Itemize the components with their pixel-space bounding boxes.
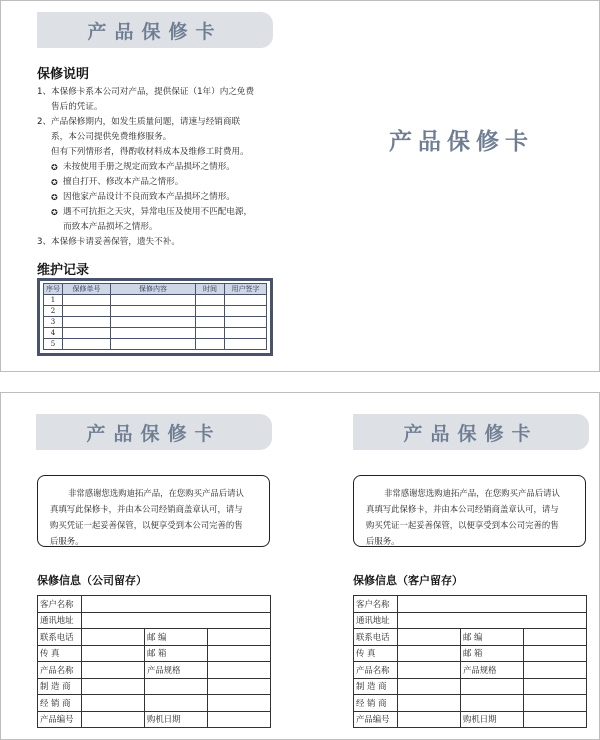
table-row: [354, 645, 587, 662]
label-address: 通讯地址: [38, 612, 82, 629]
table-row: [354, 695, 587, 712]
address-field[interactable]: [82, 612, 271, 629]
fax-field[interactable]: [398, 645, 461, 662]
condition-4-line-1: 遇不可抗拒之天灾，异常电压及使用不匹配电源，: [63, 207, 253, 217]
star-bullet-icon: ✪: [51, 208, 58, 217]
record-cell[interactable]: [196, 328, 225, 339]
record-cell[interactable]: [63, 295, 111, 306]
label-phone: 联系电话: [38, 629, 82, 646]
customer-name-field[interactable]: [398, 596, 587, 613]
record-header-order: 保修单号: [63, 284, 111, 295]
empty-cell: [145, 678, 208, 695]
serial-field[interactable]: [82, 711, 145, 728]
customer-thanks-line-4: 后服务。: [366, 536, 400, 546]
table-row: [38, 612, 271, 629]
table-row: [44, 328, 267, 339]
note-2-line-1: 产品保修期内，如发生质量问题，请速与经销商联: [51, 117, 241, 127]
table-row: [44, 317, 267, 328]
label-address: 通讯地址: [354, 612, 398, 629]
company-banner: 产品保修卡: [36, 414, 272, 450]
record-header-row: [44, 284, 267, 295]
label-spec: 产品规格: [461, 662, 524, 679]
empty-cell: [461, 678, 524, 695]
empty-cell: [461, 695, 524, 712]
record-cell[interactable]: [111, 339, 196, 350]
empty-cell[interactable]: [524, 678, 587, 695]
table-row: [44, 339, 267, 350]
record-cell[interactable]: [196, 339, 225, 350]
record-title: 维护记录: [37, 263, 90, 278]
table-row: [354, 678, 587, 695]
big-card-title: 产品保修卡: [389, 129, 534, 155]
company-info-title: 保修信息（公司留存）: [37, 574, 147, 587]
note-1-number: 1、: [37, 87, 52, 97]
address-field[interactable]: [398, 612, 587, 629]
note-2-number: 2、: [37, 117, 52, 127]
label-manufacturer: 制 造 商: [354, 678, 398, 695]
label-fax: 传 真: [354, 645, 398, 662]
note-3-text: 本保修卡请妥善保管，遗失不补。: [51, 237, 180, 247]
note-1: [37, 85, 287, 115]
record-cell[interactable]: [196, 306, 225, 317]
postcode-field[interactable]: [524, 629, 587, 646]
table-row: [38, 711, 271, 728]
note-2-line-3: 但有下列情形者，得酌收材料成本及维修工时费用。: [51, 147, 249, 157]
table-row: [354, 629, 587, 646]
table-row: [38, 678, 271, 695]
label-dealer: 经 销 商: [354, 695, 398, 712]
star-bullet-icon: ✪: [51, 163, 58, 172]
label-purchase-date: 购机日期: [461, 711, 524, 728]
fax-field[interactable]: [82, 645, 145, 662]
table-row: [354, 711, 587, 728]
record-header-content: 保修内容: [111, 284, 196, 295]
email-field[interactable]: [208, 645, 271, 662]
record-cell[interactable]: [225, 295, 267, 306]
record-row-number: 2: [44, 306, 63, 317]
label-phone: 联系电话: [354, 629, 398, 646]
record-cell[interactable]: [111, 317, 196, 328]
table-row: [38, 629, 271, 646]
record-cell[interactable]: [63, 328, 111, 339]
instructions-title: 保修说明: [37, 67, 90, 82]
record-cell[interactable]: [196, 295, 225, 306]
label-purchase-date: 购机日期: [145, 711, 208, 728]
condition-2: 擅自打开、修改本产品之情形。: [63, 177, 184, 187]
note-2-line-2: 系，本公司提供免费维修服务。: [51, 132, 172, 142]
customer-thanks-box: [353, 475, 586, 547]
purchase-date-field[interactable]: [208, 711, 271, 728]
record-header-index: 序号: [44, 284, 63, 295]
label-serial: 产品编号: [38, 711, 82, 728]
note-3: [37, 235, 287, 250]
record-cell[interactable]: [225, 317, 267, 328]
label-fax: 传 真: [38, 645, 82, 662]
label-manufacturer: 制 造 商: [38, 678, 82, 695]
company-thanks-line-3: 购买凭证一起妥善保管，以便享受到本公司完善的售: [50, 520, 243, 530]
condition-1: 未按使用手册之规定而致本产品损坏之情形。: [63, 162, 235, 172]
table-row: [38, 662, 271, 679]
dealer-field[interactable]: [398, 695, 461, 712]
company-thanks-box: [37, 475, 270, 547]
record-row-number: 3: [44, 317, 63, 328]
note-3-number: 3、: [37, 237, 52, 247]
label-email: 邮 箱: [461, 645, 524, 662]
maintenance-record-table: [37, 278, 273, 356]
record-row-number: 5: [44, 339, 63, 350]
customer-banner: 产品保修卡: [353, 414, 589, 450]
phone-field[interactable]: [398, 629, 461, 646]
record-cell[interactable]: [225, 306, 267, 317]
record-cell[interactable]: [225, 328, 267, 339]
company-thanks-line-4: 后服务。: [50, 536, 84, 546]
label-customer-name: 客户名称: [354, 596, 398, 613]
email-field[interactable]: [524, 645, 587, 662]
record-cell[interactable]: [196, 317, 225, 328]
record-cell[interactable]: [225, 339, 267, 350]
customer-info-table: [353, 595, 587, 728]
table-row: [44, 306, 267, 317]
customer-name-field[interactable]: [82, 596, 271, 613]
record-header-signature: 用户签字: [225, 284, 267, 295]
record-cell[interactable]: [63, 339, 111, 350]
note-1-line-2: 售后的凭证。: [51, 102, 103, 112]
company-thanks-line-2: 真填写此保修卡，并由本公司经销商盖章认可，请与: [50, 504, 243, 514]
record-cell[interactable]: [111, 328, 196, 339]
company-info-table: [37, 595, 271, 728]
table-row: [354, 612, 587, 629]
record-cell[interactable]: [111, 295, 196, 306]
empty-cell: [145, 695, 208, 712]
label-postcode: 邮 编: [461, 629, 524, 646]
condition-4-line-2: 而致本产品损坏之情形。: [63, 222, 158, 232]
star-bullet-icon: ✪: [51, 178, 58, 187]
manufacturer-field[interactable]: [398, 678, 461, 695]
postcode-field[interactable]: [208, 629, 271, 646]
label-product-name: 产品名称: [354, 662, 398, 679]
table-row: [354, 596, 587, 613]
table-row: [44, 295, 267, 306]
table-row: [38, 695, 271, 712]
table-row: [38, 596, 271, 613]
serial-field[interactable]: [398, 711, 461, 728]
empty-cell[interactable]: [524, 695, 587, 712]
customer-info-title: 保修信息（客户留存）: [353, 574, 463, 587]
table-row: [354, 662, 587, 679]
instructions-list: [37, 85, 287, 250]
front-banner: 产品保修卡: [37, 12, 273, 48]
label-email: 邮 箱: [145, 645, 208, 662]
product-name-field[interactable]: [398, 662, 461, 679]
label-spec: 产品规格: [145, 662, 208, 679]
label-product-name: 产品名称: [38, 662, 82, 679]
record-cell[interactable]: [63, 317, 111, 328]
customer-thanks-line-2: 真填写此保修卡，并由本公司经销商盖章认可，请与: [366, 504, 559, 514]
spec-field[interactable]: [524, 662, 587, 679]
note-2: [37, 115, 287, 160]
table-row: [38, 645, 271, 662]
record-header-time: 时间: [196, 284, 225, 295]
phone-field[interactable]: [82, 629, 145, 646]
record-row-number: 1: [44, 295, 63, 306]
record-row-number: 4: [44, 328, 63, 339]
dealer-field[interactable]: [82, 695, 145, 712]
label-postcode: 邮 编: [145, 629, 208, 646]
purchase-date-field[interactable]: [524, 711, 587, 728]
record-cell[interactable]: [63, 306, 111, 317]
conditions-list: [37, 160, 287, 235]
record-cell[interactable]: [111, 306, 196, 317]
empty-cell[interactable]: [208, 678, 271, 695]
note-1-line-1: 本保修卡系本公司对产品，提供保证（1年）内之免费: [51, 87, 255, 97]
customer-thanks-line-3: 购买凭证一起妥善保管，以便享受到本公司完善的售: [366, 520, 559, 530]
company-thanks-line-1: 非常感谢您选购迪拓产品，在您购买产品后请认: [68, 488, 244, 498]
label-customer-name: 客户名称: [38, 596, 82, 613]
star-bullet-icon: ✪: [51, 193, 58, 202]
manufacturer-field[interactable]: [82, 678, 145, 695]
customer-thanks-line-1: 非常感谢您选购迪拓产品，在您购买产品后请认: [384, 488, 560, 498]
spec-field[interactable]: [208, 662, 271, 679]
empty-cell[interactable]: [208, 695, 271, 712]
label-serial: 产品编号: [354, 711, 398, 728]
label-dealer: 经 销 商: [38, 695, 82, 712]
product-name-field[interactable]: [82, 662, 145, 679]
condition-3: 因他家产品设计不良而致本产品损坏之情形。: [63, 192, 235, 202]
